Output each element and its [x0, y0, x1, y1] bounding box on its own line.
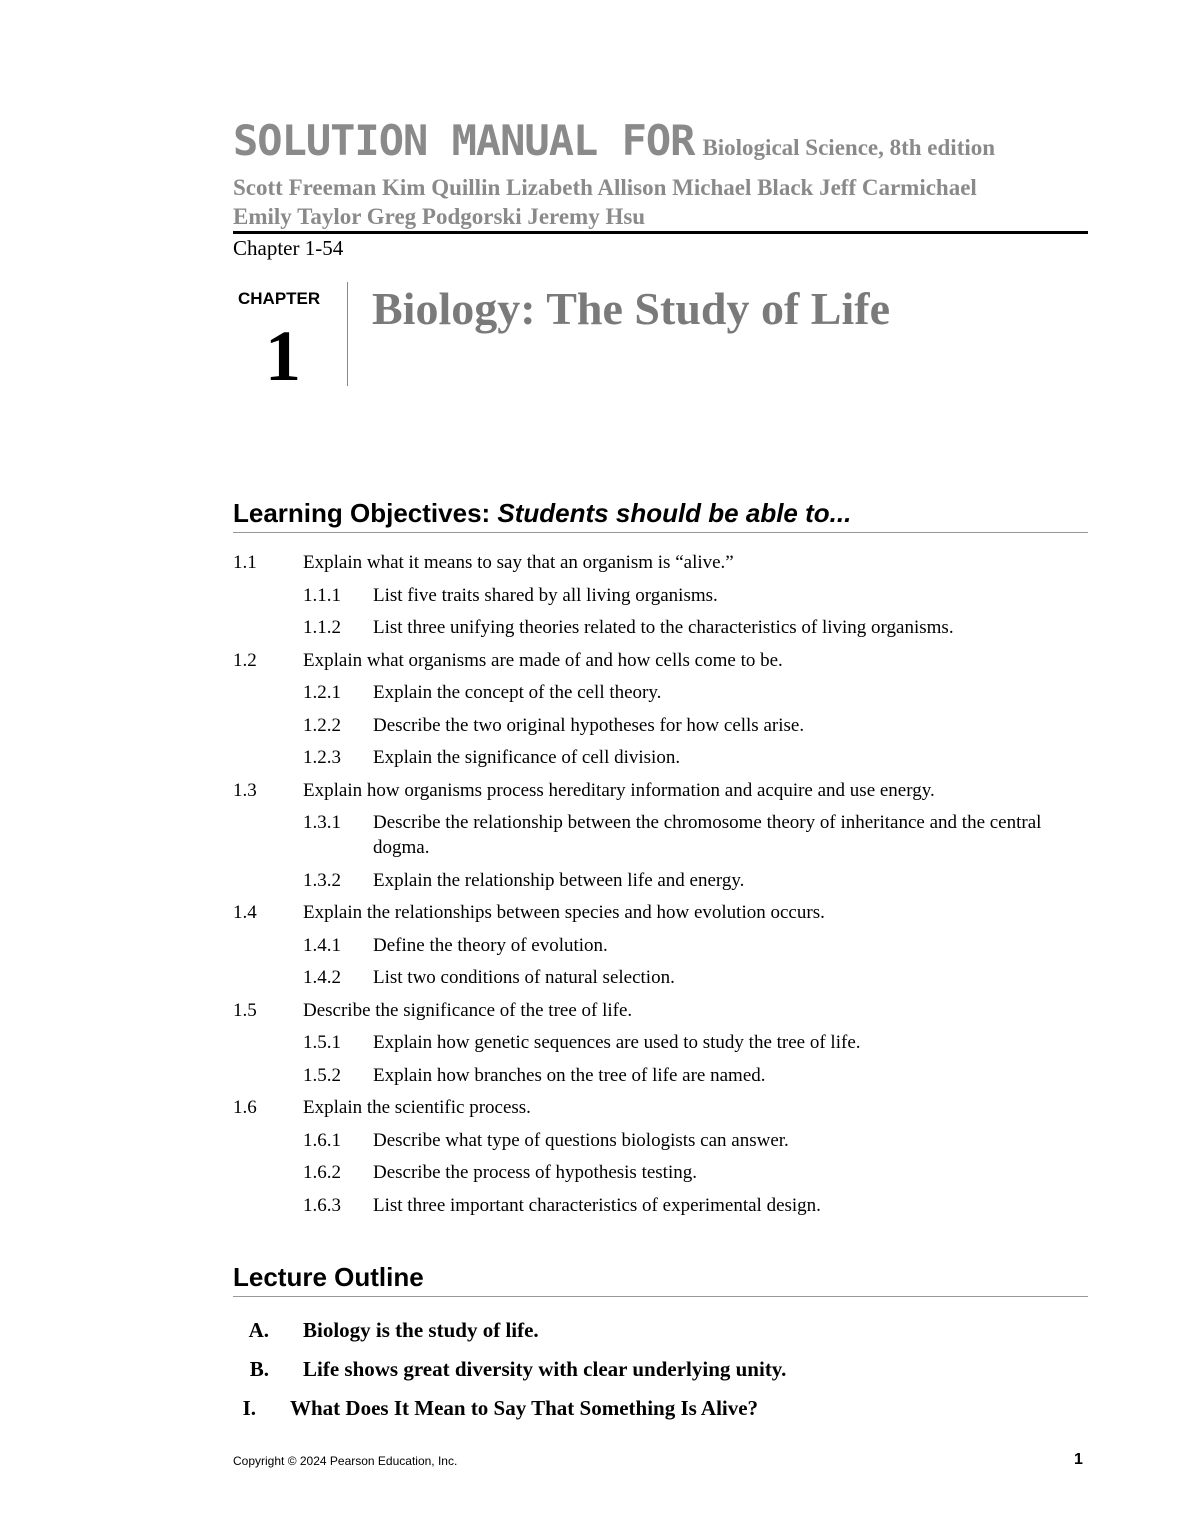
sub-objective-item [233, 615, 1088, 640]
chapter-label: CHAPTER [238, 289, 321, 308]
sub-objective-text: Explain the significance of cell division. [373, 747, 681, 768]
outline-marker: B. [249, 1357, 269, 1381]
book-title: Biological Science, 8th edition [702, 135, 996, 160]
sub-objective-number: 1.6.2 [303, 1162, 341, 1183]
sub-objective-number: 1.4.2 [303, 967, 341, 988]
objective-text: Explain the scientific process. [303, 1097, 531, 1118]
sub-objective-text: Describe the process of hypothesis testing. [373, 1162, 697, 1183]
outline-item [233, 1394, 1088, 1433]
sub-objective-item [233, 1160, 1088, 1185]
objective-text: Describe the significance of the tree of life. [303, 999, 633, 1021]
sub-objective-number: 1.3.1 [303, 812, 341, 833]
sub-objective-number: 1.1.2 [303, 617, 341, 638]
objective-number: 1.4 [233, 902, 257, 923]
learning-objectives-heading [233, 498, 1088, 533]
manual-title: SOLUTION MANUAL FOR [233, 116, 695, 165]
sub-objective-number: 1.2.1 [303, 682, 341, 703]
objective-item [233, 1095, 1088, 1128]
sub-objective-number: 1.5.2 [303, 1064, 341, 1086]
learning-objectives-heading-text: Learning Objectives: [233, 498, 498, 528]
objective-text: Explain how organisms process hereditary information and acquire and use energy. [303, 779, 935, 801]
sub-objective-text: Describe the relationship between the chromosome theory of inheritance and the central dogma. [373, 812, 1042, 858]
objective-number: 1.3 [233, 779, 257, 801]
sub-objective-number: 1.2.3 [303, 747, 341, 768]
objective-item [233, 550, 1088, 583]
sub-objective-text: Explain the concept of the cell theory. [373, 682, 662, 703]
chapter-divider [347, 282, 348, 386]
sub-objective-number: 1.1.1 [303, 584, 341, 606]
sub-objective-item [233, 583, 1088, 608]
authors-line-2: Emily Taylor Greg Podgorski Jeremy Hsu [233, 202, 1088, 234]
sub-objective-text: List three important characteristics of experimental design. [373, 1194, 821, 1216]
learning-objectives-list [233, 550, 1088, 1225]
footer-copyright: Copyright © 2024 Pearson Education, Inc. [233, 1454, 458, 1468]
objective-number: 1.6 [233, 1097, 257, 1118]
footer-page-number: 1 [1074, 1451, 1083, 1468]
objective-text: Explain what organisms are made of and how cells come to be. [303, 649, 783, 671]
objective-number: 1.5 [233, 999, 257, 1021]
sub-objective-item [233, 933, 1088, 958]
objective-number: 1.1 [233, 552, 257, 573]
sub-objective-item [233, 713, 1088, 738]
outline-text: What Does It Mean to Say That Something Is Alive? [290, 1396, 759, 1420]
outline-item [233, 1355, 1088, 1394]
sub-objective-number: 1.2.2 [303, 714, 341, 736]
sub-objective-text: List three unifying theories related to the characteristics of living organisms. [373, 617, 954, 638]
sub-objective-text: Explain how branches on the tree of life are named. [373, 1064, 766, 1086]
sub-objective-text: List five traits shared by all living organisms. [373, 584, 718, 606]
chapter-title: Biology: The Study of Life [372, 283, 890, 334]
sub-objective-text: Describe what type of questions biologists can answer. [373, 1129, 789, 1151]
sub-objective-item [233, 745, 1088, 770]
sub-objective-number: 1.5.1 [303, 1032, 341, 1053]
sub-objective-number: 1.4.1 [303, 934, 341, 956]
sub-objective-text: List two conditions of natural selection. [373, 967, 675, 988]
sub-objective-item [233, 1128, 1088, 1153]
objective-item [233, 900, 1088, 933]
sub-objective-item [233, 1030, 1088, 1055]
sub-objective-text: Describe the two original hypotheses for how cells arise. [373, 714, 805, 736]
sub-objective-item [233, 868, 1088, 893]
sub-objective-text: Define the theory of evolution. [373, 934, 608, 956]
sub-objective-item [233, 965, 1088, 990]
objective-item [233, 648, 1088, 681]
objective-number: 1.2 [233, 649, 257, 671]
outline-text: Biology is the study of life. [303, 1318, 539, 1342]
sub-objective-item [233, 810, 1088, 860]
lecture-outline-heading: Lecture Outline [233, 1262, 1088, 1297]
outline-marker: A. [248, 1318, 269, 1342]
sub-objective-text: Explain the relationship between life and energy. [373, 869, 745, 891]
sub-objective-item [233, 1193, 1088, 1218]
sub-objective-number: 1.3.2 [303, 869, 341, 891]
sub-objective-number: 1.6.1 [303, 1129, 341, 1151]
objective-item [233, 778, 1088, 811]
outline-text: Life shows great diversity with clear underlying unity. [303, 1357, 787, 1381]
sub-objective-text: Explain how genetic sequences are used to study the tree of life. [373, 1032, 861, 1053]
sub-objective-number: 1.6.3 [303, 1194, 341, 1216]
authors-line-1: Scott Freeman Kim Quillin Lizabeth Allison Michael Black Jeff Carmichael [233, 175, 977, 200]
lecture-outline-list [233, 1316, 1088, 1433]
objective-text: Explain the relationships between species and how evolution occurs. [303, 902, 825, 923]
objective-item [233, 998, 1088, 1031]
sub-objective-item [233, 680, 1088, 705]
title-line [233, 116, 1088, 176]
chapter-number: 1 [265, 316, 301, 396]
chapter-range: Chapter 1-54 [233, 236, 344, 260]
objective-text: Explain what it means to say that an organism is “alive.” [303, 552, 734, 573]
learning-objectives-heading-italic: Students should be able to... [497, 498, 852, 528]
document-header [233, 116, 1088, 261]
sub-objective-item [233, 1063, 1088, 1088]
outline-item [233, 1316, 1088, 1355]
outline-marker: I. [242, 1396, 256, 1420]
